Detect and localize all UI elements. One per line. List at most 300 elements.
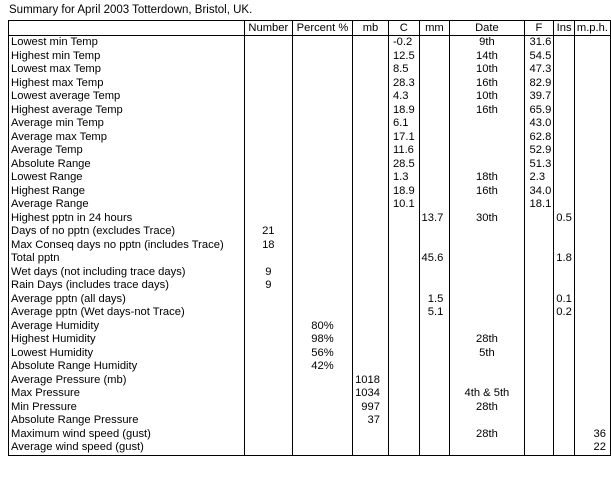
cell-ins [554,266,575,280]
cell-c [388,414,419,428]
cell-mph [574,90,610,104]
cell-label: Max Pressure [9,387,245,401]
cell-c [388,360,419,374]
cell-mb [353,333,389,347]
cell-label: Lowest average Temp [9,90,245,104]
cell-label: Highest min Temp [9,50,245,64]
cell-mm [419,198,450,212]
header-number: Number [244,21,292,36]
cell-mm [419,333,450,347]
cell-f [524,401,554,415]
cell-mm [419,401,450,415]
cell-percent [292,198,352,212]
cell-mb [353,117,389,131]
cell-label: Average Temp [9,144,245,158]
cell-percent [292,117,352,131]
cell-f [524,266,554,280]
header-ins: Ins [554,21,575,36]
cell-mph: 36 [574,428,610,442]
cell-mb [353,279,389,293]
cell-mm: 1.5 [419,293,450,307]
cell-mb [353,252,389,266]
cell-c [388,428,419,442]
cell-mm [419,374,450,388]
cell-percent [292,50,352,64]
cell-label: Average min Temp [9,117,245,131]
cell-mb [353,266,389,280]
cell-c: 18.9 [388,104,419,118]
cell-f [524,428,554,442]
cell-mph [574,360,610,374]
table-row [9,50,611,64]
table-row [9,252,611,266]
cell-date [450,225,524,239]
cell-ins: 0.5 [554,212,575,226]
cell-ins [554,63,575,77]
cell-mph [574,320,610,334]
cell-mb: 1034 [353,387,389,401]
table-row [9,279,611,293]
cell-date [450,360,524,374]
cell-date: 5th [450,347,524,361]
cell-date: 10th [450,90,524,104]
cell-f: 62.8 [524,131,554,145]
cell-percent [292,441,352,455]
cell-label: Average wind speed (gust) [9,441,245,455]
cell-label: Average max Temp [9,131,245,145]
cell-mph [574,185,610,199]
cell-number [244,104,292,118]
cell-number [244,144,292,158]
table-row [9,306,611,320]
cell-date [450,198,524,212]
table-row [9,36,611,50]
table-row [9,401,611,415]
cell-date [450,320,524,334]
cell-number [244,428,292,442]
cell-f [524,252,554,266]
cell-date [450,158,524,172]
cell-label: Highest Humidity [9,333,245,347]
cell-percent [292,144,352,158]
cell-mb [353,320,389,334]
cell-f: 2.3 [524,171,554,185]
summary-table [8,20,611,456]
cell-date [450,293,524,307]
cell-c [388,441,419,455]
table-row [9,90,611,104]
cell-f: 51.3 [524,158,554,172]
table-row [9,441,611,455]
cell-f [524,333,554,347]
cell-date [450,279,524,293]
cell-label: Average pptn (all days) [9,293,245,307]
cell-percent [292,252,352,266]
cell-label: Days of no pptn (excludes Trace) [9,225,245,239]
cell-f: 34.0 [524,185,554,199]
cell-f: 31.6 [524,36,554,50]
cell-ins [554,360,575,374]
cell-percent: 80% [292,320,352,334]
cell-ins [554,225,575,239]
cell-date [450,144,524,158]
cell-ins [554,131,575,145]
cell-percent [292,293,352,307]
table-row [9,63,611,77]
cell-label: Min Pressure [9,401,245,415]
cell-percent [292,63,352,77]
cell-mm [419,239,450,253]
cell-mb [353,171,389,185]
cell-number: 21 [244,225,292,239]
header-c: C [388,21,419,36]
cell-mph [574,158,610,172]
cell-label: Lowest max Temp [9,63,245,77]
cell-number [244,293,292,307]
table-row [9,333,611,347]
header-mb: mb [353,21,389,36]
cell-mb: 1018 [353,374,389,388]
header-label [9,21,245,36]
cell-f: 18.1 [524,198,554,212]
cell-f [524,293,554,307]
cell-mb [353,144,389,158]
cell-mb [353,50,389,64]
cell-date [450,441,524,455]
cell-percent [292,414,352,428]
cell-percent [292,131,352,145]
cell-ins: 1.8 [554,252,575,266]
cell-c: 6.1 [388,117,419,131]
cell-c [388,212,419,226]
table-row [9,158,611,172]
cell-c: 28.5 [388,158,419,172]
table-row [9,428,611,442]
cell-c: 12.5 [388,50,419,64]
header-date: Date [450,21,524,36]
cell-mb [353,158,389,172]
cell-label: Absolute Range [9,158,245,172]
cell-date: 16th [450,77,524,91]
cell-mb [353,104,389,118]
cell-number: 9 [244,266,292,280]
cell-mb [353,239,389,253]
table-row [9,185,611,199]
cell-number [244,90,292,104]
table-row [9,239,611,253]
cell-ins [554,333,575,347]
cell-ins [554,441,575,455]
cell-f [524,279,554,293]
table-row [9,414,611,428]
cell-label: Average Humidity [9,320,245,334]
cell-mph [574,401,610,415]
cell-label: Highest max Temp [9,77,245,91]
cell-mb: 997 [353,401,389,415]
cell-ins [554,90,575,104]
cell-mm: 5.1 [419,306,450,320]
cell-percent [292,185,352,199]
cell-mm [419,50,450,64]
cell-percent [292,306,352,320]
cell-mph [574,279,610,293]
cell-mph [574,63,610,77]
cell-mm [419,266,450,280]
cell-f [524,414,554,428]
cell-c: 4.3 [388,90,419,104]
cell-mb [353,198,389,212]
cell-date: 16th [450,185,524,199]
cell-mm [419,225,450,239]
cell-mm: 45.6 [419,252,450,266]
cell-number: 18 [244,239,292,253]
cell-label: Highest average Temp [9,104,245,118]
cell-number [244,63,292,77]
cell-mph [574,239,610,253]
table-row [9,293,611,307]
cell-mm [419,279,450,293]
cell-c [388,279,419,293]
cell-percent [292,225,352,239]
cell-date: 10th [450,63,524,77]
cell-date [450,306,524,320]
cell-date [450,374,524,388]
table-row [9,347,611,361]
cell-mm [419,320,450,334]
cell-label: Average Range [9,198,245,212]
cell-mm [419,387,450,401]
cell-number [244,347,292,361]
cell-label: Rain Days (includes trace days) [9,279,245,293]
cell-mph [574,144,610,158]
cell-c [388,320,419,334]
cell-percent [292,77,352,91]
cell-number [244,171,292,185]
cell-mph [574,36,610,50]
cell-c [388,401,419,415]
cell-label: Average pptn (Wet days-not Trace) [9,306,245,320]
cell-mph [574,306,610,320]
cell-mb [353,306,389,320]
cell-c: 1.3 [388,171,419,185]
cell-mb: 37 [353,414,389,428]
page-title: Summary for April 2003 Totterdown, Bristol, UK. [9,4,253,16]
cell-f: 39.7 [524,90,554,104]
cell-number: 9 [244,279,292,293]
cell-mm [419,171,450,185]
cell-ins [554,50,575,64]
cell-number [244,252,292,266]
cell-mb [353,225,389,239]
table-row [9,212,611,226]
cell-f [524,306,554,320]
cell-ins: 0.1 [554,293,575,307]
cell-number [244,117,292,131]
cell-percent [292,279,352,293]
cell-ins [554,239,575,253]
cell-ins [554,185,575,199]
cell-date: 16th [450,104,524,118]
cell-mm [419,63,450,77]
cell-date: 28th [450,401,524,415]
cell-ins [554,428,575,442]
cell-date [450,414,524,428]
table-row [9,225,611,239]
cell-f: 43.0 [524,117,554,131]
cell-mph [574,225,610,239]
header-f: F [524,21,554,36]
cell-ins: 0.2 [554,306,575,320]
header-percent: Percent % [292,21,352,36]
table-row [9,374,611,388]
cell-mm [419,144,450,158]
cell-label: Lowest min Temp [9,36,245,50]
cell-f: 65.9 [524,104,554,118]
cell-mb [353,90,389,104]
cell-number [244,36,292,50]
cell-mph [574,131,610,145]
cell-percent [292,212,352,226]
cell-percent [292,90,352,104]
cell-mb [353,428,389,442]
cell-date [450,266,524,280]
cell-number [244,185,292,199]
cell-mph [574,293,610,307]
table-row [9,198,611,212]
cell-mm [419,428,450,442]
cell-number [244,198,292,212]
cell-mb [353,36,389,50]
cell-c [388,239,419,253]
cell-label: Absolute Range Humidity [9,360,245,374]
cell-mb [353,63,389,77]
cell-mb [353,185,389,199]
cell-ins [554,144,575,158]
cell-number [244,387,292,401]
cell-mph [574,414,610,428]
cell-ins [554,104,575,118]
cell-mb [353,77,389,91]
table-row [9,320,611,334]
cell-mph [574,347,610,361]
cell-date [450,252,524,266]
cell-mph [574,387,610,401]
cell-percent [292,104,352,118]
cell-label: Total pptn [9,252,245,266]
cell-f [524,374,554,388]
cell-ins [554,171,575,185]
cell-number [244,320,292,334]
cell-label: Wet days (not including trace days) [9,266,245,280]
table-row [9,77,611,91]
cell-mb [353,293,389,307]
cell-mph [574,77,610,91]
cell-mph [574,374,610,388]
cell-c: 10.1 [388,198,419,212]
cell-c [388,293,419,307]
cell-percent [292,401,352,415]
cell-f [524,239,554,253]
cell-number [244,441,292,455]
cell-c [388,347,419,361]
cell-ins [554,158,575,172]
cell-ins [554,374,575,388]
cell-c [388,374,419,388]
table-row [9,104,611,118]
cell-mm [419,131,450,145]
cell-mm [419,347,450,361]
cell-ins [554,320,575,334]
cell-f [524,387,554,401]
cell-mph [574,104,610,118]
cell-label: Lowest Range [9,171,245,185]
cell-label: Max Conseq days no pptn (includes Trace) [9,239,245,253]
cell-percent: 98% [292,333,352,347]
cell-label: Maximum wind speed (gust) [9,428,245,442]
cell-mph [574,212,610,226]
cell-date: 9th [450,36,524,50]
cell-ins [554,36,575,50]
cell-f [524,360,554,374]
cell-ins [554,198,575,212]
cell-f: 47.3 [524,63,554,77]
header-row [9,21,611,36]
table-row [9,171,611,185]
cell-percent [292,171,352,185]
cell-percent: 42% [292,360,352,374]
cell-mm [419,117,450,131]
cell-number [244,131,292,145]
cell-mm [419,158,450,172]
header-mph: m.p.h. [574,21,610,36]
header-mm: mm [419,21,450,36]
cell-mb [353,360,389,374]
cell-percent [292,266,352,280]
cell-c [388,387,419,401]
cell-mm [419,360,450,374]
cell-date [450,117,524,131]
cell-date: 14th [450,50,524,64]
cell-f: 82.9 [524,77,554,91]
cell-date: 4th & 5th [450,387,524,401]
cell-mm [419,414,450,428]
table-row [9,117,611,131]
cell-f [524,347,554,361]
cell-number [244,50,292,64]
cell-f [524,441,554,455]
cell-ins [554,414,575,428]
cell-label: Highest Range [9,185,245,199]
cell-number [244,77,292,91]
cell-mph [574,198,610,212]
cell-c: 17.1 [388,131,419,145]
cell-c [388,225,419,239]
cell-ins [554,77,575,91]
cell-ins [554,117,575,131]
cell-c: 11.6 [388,144,419,158]
cell-f: 52.9 [524,144,554,158]
cell-mb [353,441,389,455]
cell-mb [353,347,389,361]
cell-mm [419,441,450,455]
cell-c [388,266,419,280]
cell-percent [292,374,352,388]
cell-mph [574,171,610,185]
cell-ins [554,279,575,293]
cell-c [388,252,419,266]
cell-number [244,306,292,320]
cell-number [244,212,292,226]
